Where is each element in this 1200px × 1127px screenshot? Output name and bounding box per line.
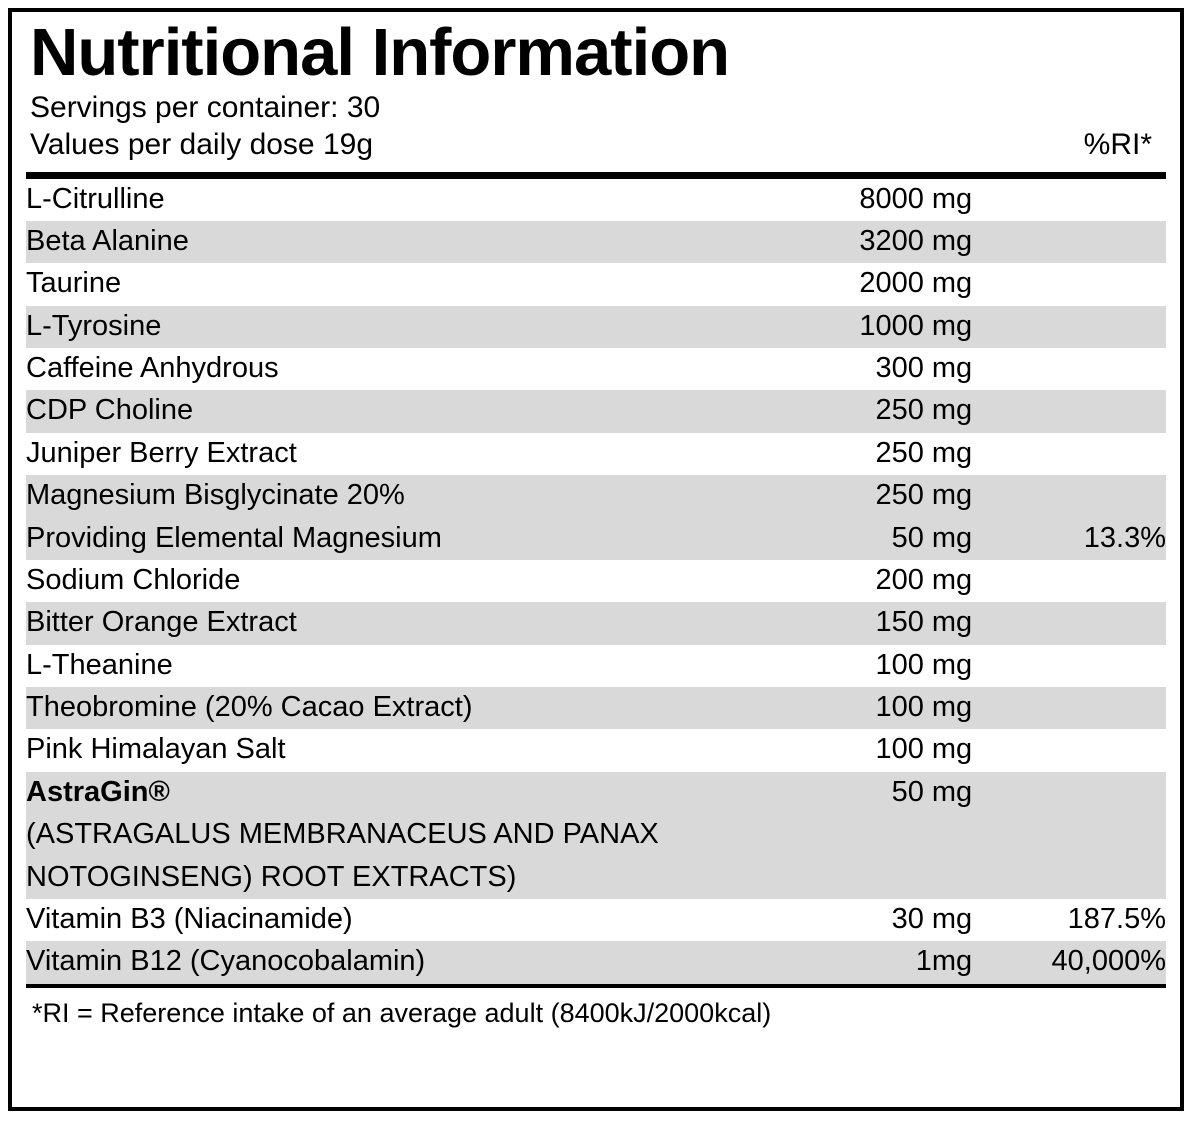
- table-row: [26, 645, 1166, 687]
- ingredient-ri: 13.3%: [972, 518, 1166, 560]
- servings-line: Servings per container: 30: [30, 91, 381, 125]
- ingredient-amount: 1mg: [733, 941, 972, 983]
- ingredient-name: Caffeine Anhydrous: [26, 352, 279, 385]
- table-row: [26, 941, 1166, 983]
- ingredient-name: Taurine: [26, 267, 122, 300]
- ingredient-name: Beta Alanine: [26, 221, 733, 263]
- ingredient-ri: [972, 814, 1166, 856]
- table-row: [26, 729, 1166, 771]
- ingredient-amount: 50 mg: [733, 772, 972, 814]
- ingredient-ri: [972, 306, 1166, 348]
- table-row: [26, 390, 1166, 432]
- nutrition-panel: [8, 8, 1184, 1111]
- ingredient-ri: [972, 602, 1166, 644]
- ingredient-name: Pink Himalayan Salt: [26, 733, 286, 766]
- ingredient-ri: 187.5%: [1067, 902, 1166, 935]
- page-title: Nutritional Information: [30, 15, 730, 90]
- ingredient-amount: 250 mg: [733, 475, 972, 517]
- table-row: [26, 306, 1166, 348]
- ingredient-amount: 250 mg: [875, 436, 973, 469]
- ingredient-name: NOTOGINSENG) ROOT EXTRACTS): [26, 857, 733, 899]
- ingredient-amount: 300 mg: [875, 352, 973, 385]
- ingredient-name: Providing Elemental Magnesium: [26, 518, 733, 560]
- ingredient-amount: 150 mg: [733, 602, 972, 644]
- ingredient-name: L-Tyrosine: [26, 306, 733, 348]
- ingredient-name: Vitamin B12 (Cyanocobalamin): [26, 941, 733, 983]
- ingredient-ri: [972, 645, 1166, 687]
- ingredient-amount: [733, 814, 972, 856]
- table-row: [26, 263, 1166, 305]
- table-row: [26, 179, 1166, 221]
- ingredient-name: Juniper Berry Extract: [26, 436, 297, 469]
- ingredient-ri: [972, 348, 1166, 390]
- table-row: [26, 560, 1166, 602]
- nutrition-table: [26, 179, 1166, 984]
- ingredient-ri: [972, 390, 1166, 432]
- ri-column-header: %RI*: [1083, 127, 1152, 161]
- ingredient-ri: [972, 221, 1166, 263]
- table-row: [26, 475, 1166, 517]
- ingredient-amount: 8000 mg: [859, 182, 973, 215]
- ingredient-ri: [972, 857, 1166, 899]
- ingredient-amount: 2000 mg: [859, 267, 973, 300]
- table-row: [26, 221, 1166, 263]
- ingredient-amount: 100 mg: [875, 648, 973, 681]
- ingredient-ri: [972, 687, 1166, 729]
- ingredient-amount: 200 mg: [875, 563, 973, 596]
- ingredient-name: (ASTRAGALUS MEMBRANACEUS AND PANAX: [26, 814, 733, 856]
- ingredient-amount: 3200 mg: [733, 221, 972, 263]
- header-divider: [26, 172, 1166, 179]
- ingredient-ri: [972, 263, 1166, 305]
- ingredient-name: Vitamin B3 (Niacinamide): [26, 902, 353, 935]
- ingredient-ri: [972, 729, 1166, 771]
- table-row: [26, 687, 1166, 729]
- table-row: [26, 602, 1166, 644]
- ri-footnote: *RI = Reference intake of an average adult (8400kJ/2000kcal): [32, 997, 772, 1028]
- ingredient-ri: [972, 179, 1166, 221]
- ingredient-name: Sodium Chloride: [26, 563, 241, 596]
- table-row: [26, 348, 1166, 390]
- table-row: [26, 433, 1166, 475]
- table-row: [26, 857, 1166, 899]
- table-row: [26, 814, 1166, 856]
- table-row: [26, 899, 1166, 941]
- ingredient-amount: 50 mg: [733, 518, 972, 560]
- ingredient-amount: 100 mg: [875, 733, 973, 766]
- dose-line: Values per daily dose 19g: [30, 127, 374, 161]
- ingredient-name: CDP Choline: [26, 390, 733, 432]
- ingredient-ri: [972, 433, 1166, 475]
- ingredient-amount: 1000 mg: [733, 306, 972, 348]
- dose-row: [30, 127, 1166, 164]
- ingredient-amount: [733, 857, 972, 899]
- ingredient-amount: 30 mg: [891, 902, 973, 935]
- ingredient-name: Bitter Orange Extract: [26, 602, 733, 644]
- ingredient-amount: 100 mg: [733, 687, 972, 729]
- ingredient-name: AstraGin®: [26, 772, 733, 814]
- ingredient-ri: 40,000%: [972, 941, 1166, 983]
- ingredient-name: L-Citrulline: [26, 182, 165, 215]
- table-row: [26, 518, 1166, 560]
- ingredient-name: L-Theanine: [26, 648, 173, 681]
- ingredient-ri: [972, 475, 1166, 517]
- ingredient-ri: [972, 772, 1166, 814]
- ingredient-name: Magnesium Bisglycinate 20%: [26, 475, 733, 517]
- ingredient-amount: 250 mg: [733, 390, 972, 432]
- ingredient-name: Theobromine (20% Cacao Extract): [26, 687, 733, 729]
- table-row: [26, 772, 1166, 814]
- ingredient-ri: [972, 560, 1166, 602]
